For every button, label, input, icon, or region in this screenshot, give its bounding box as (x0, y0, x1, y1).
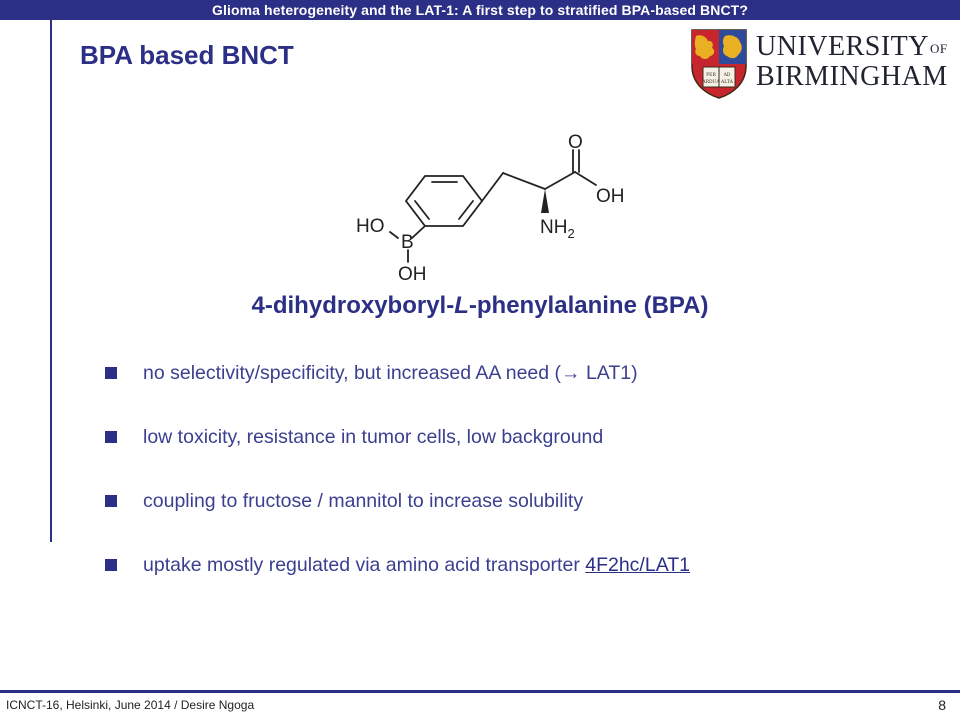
compound-name: 4-dihydroxyboryl-L-phenylalanine (BPA) (251, 292, 709, 319)
logo-line-birmingham: BIRMINGHAM (756, 61, 948, 92)
wedge-bond (541, 189, 549, 213)
university-logo (690, 28, 950, 100)
svg-text:PER: PER (706, 73, 716, 78)
university-crest-icon (690, 28, 748, 100)
atom-label-oh-boron: OH (398, 264, 427, 285)
page-number: 8 (938, 697, 946, 713)
bpa-chemical-structure (340, 128, 640, 293)
svg-text:AD: AD (723, 73, 731, 78)
bullet-square-icon (105, 559, 117, 571)
left-vertical-rule (50, 20, 52, 542)
benzene-ring (406, 176, 482, 226)
bullet-item: uptake mostly regulated via amino acid transporter 4F2hc/LAT1 (105, 548, 690, 612)
atom-label-oh-acid: OH (596, 186, 625, 207)
atom-label-o: O (568, 132, 583, 153)
footer-text: ICNCT-16, Helsinki, June 2014 / Desire Ngoga (6, 698, 255, 712)
atom-label-nh2: $NH_2$ (540, 217, 575, 241)
bullet-item: coupling to fructose / mannitol to increase solubility (105, 484, 690, 548)
bullet-item: low toxicity, resistance in tumor cells, low background (105, 420, 690, 484)
bullet-list (105, 356, 690, 612)
svg-text:ARDUA: ARDUA (702, 80, 720, 85)
university-wordmark (756, 32, 948, 92)
logo-line-university: UNIVERSITY (756, 31, 929, 62)
presentation-header: Glioma heterogeneity and the LAT-1: A first step to stratified BPA-based BNCT? (0, 0, 960, 20)
bullet-square-icon (105, 495, 117, 507)
svg-text:ALTA: ALTA (721, 80, 733, 85)
atom-label-ho: HO (356, 216, 385, 237)
bullet-square-icon (105, 431, 117, 443)
footer-rule (0, 690, 960, 693)
bullet-square-icon (105, 367, 117, 379)
bullet-item: no selectivity/specificity, but increased AA need (→ LAT1) (105, 356, 690, 420)
atom-label-b: B (401, 232, 414, 253)
logo-sup-of: OF (930, 41, 948, 56)
slide-title: BPA based BNCT (80, 40, 294, 70)
transporter-link[interactable]: 4F2hc/LAT1 (585, 554, 691, 576)
